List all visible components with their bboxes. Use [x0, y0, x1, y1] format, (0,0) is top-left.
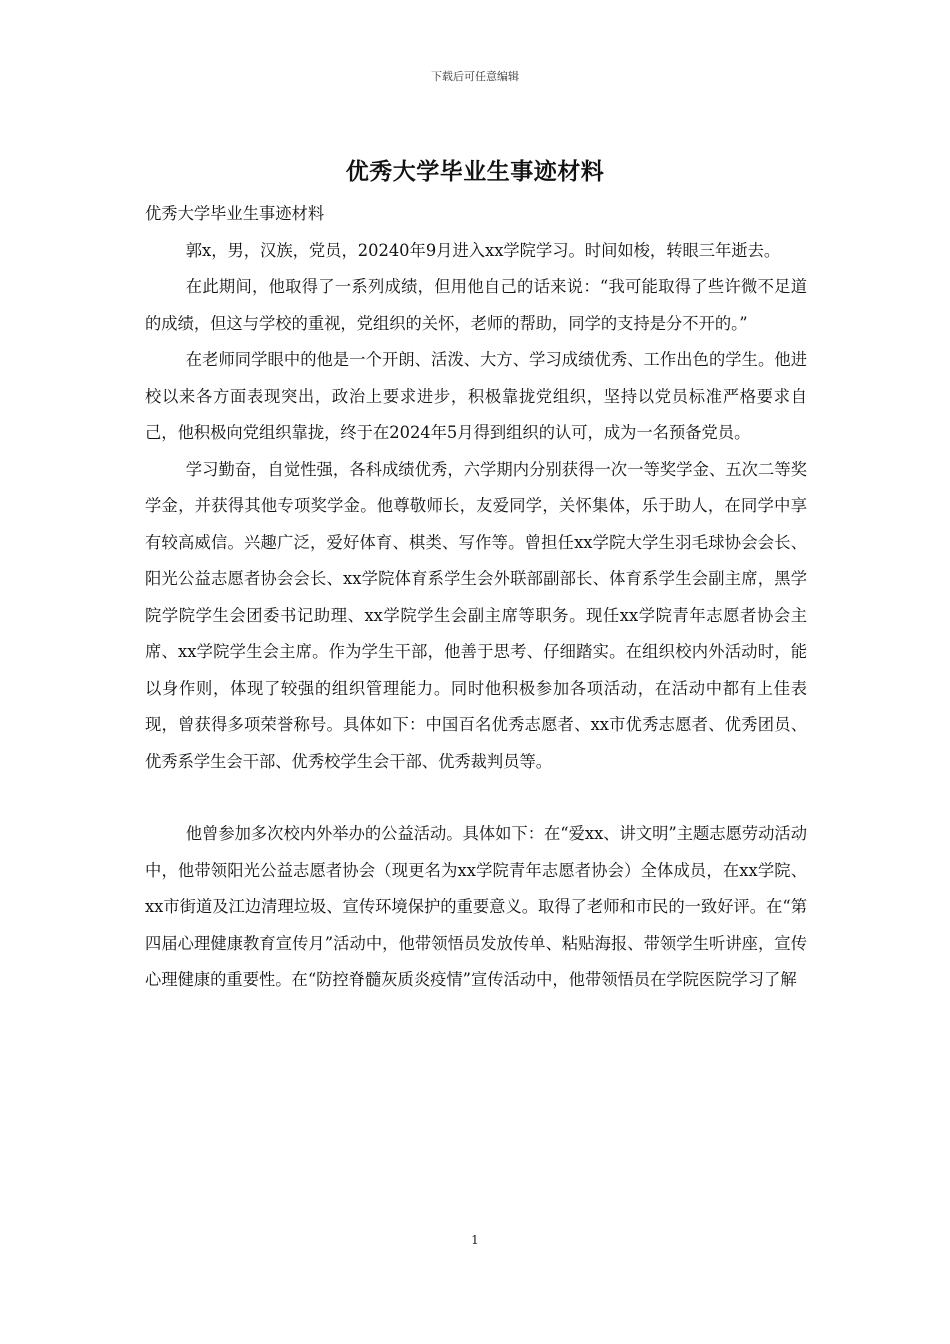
body-paragraph: 在老师同学眼中的他是一个开朗、活泼、大方、学习成绩优秀、工作出色的学生。他进校以来各方面表现突出，政治上要求进步，积极靠拢党组织，坚持以党员标准严格要求自己，他积极向党组织靠拢，终于在2024年5月得到组织的认可，成为一名预备党员。	[145, 350, 807, 442]
subtitle-paragraph: 优秀大学毕业生事迹材料	[145, 204, 325, 223]
document-title: 优秀大学毕业生事迹材料	[345, 158, 605, 185]
body-paragraph: 在此期间，他取得了一系列成绩，但用他自己的话来说：“我可能取得了些许微不足道的成绩，但这与学校的重视，党组织的关怀，老师的帮助，同学的支持是分不开的。”	[145, 277, 807, 333]
page-number: 1	[471, 1233, 479, 1247]
body-paragraph: 郭x，男，汉族，党员，20240年9月进入xx学院学习。时间如梭，转眼三年逝去。	[185, 240, 781, 260]
header-note: 下载后可任意编辑	[431, 70, 519, 83]
body-paragraph: 学习勤奋，自觉性强，各科成绩优秀，六学期内分别获得一次一等奖学金、五次二等奖学金，并获得其他专项奖学金。他尊敬师长，友爱同学，关怀集体，乐于助人，在同学中享有较高威信。兴趣广泛，爱好体育、棋类、写作等。曾担任xx学院大学生羽毛球协会会长、阳光公益志愿者协会会长、xx学院体育系学生会外联部副部长、体育系学生会副主席，黑学院学院学生会团委书记助理、xx学院学生会副主席等职务。现任xx学院青年志愿者协会主席、xx学院学生会主席。作为学生干部，他善于思考、仔细踏实。在组织校内外活动时，能以身作则，体现了较强的组织管理能力。同时他积极参加各项活动，在活动中都有上佳表现，曾获得多项荣誉称号。具体如下：中国百名优秀志愿者、xx市优秀志愿者、优秀团员、优秀系学生会干部、优秀校学生会干部、优秀裁判员等。	[145, 459, 807, 771]
document-body	[145, 196, 807, 999]
body-paragraph: 他曾参加多次校内外举办的公益活动。具体如下：在“爱xx、讲文明”主题志愿劳动活动中，他带领阳光公益志愿者协会（现更名为xx学院青年志愿者协会）全体成员，在xx学院、xx市街道及江边清理垃圾、宣传环境保护的重要意义。取得了老师和市民的一致好评。在“第四届心理健康教育宣传月”活动中，他带领悟员发放传单、粘贴海报、带领学生听讲座，宣传心理健康的重要性。在“防控脊髓灰质炎疫情”宣传活动中，他带领悟员在学院医院学习了解	[145, 824, 807, 989]
